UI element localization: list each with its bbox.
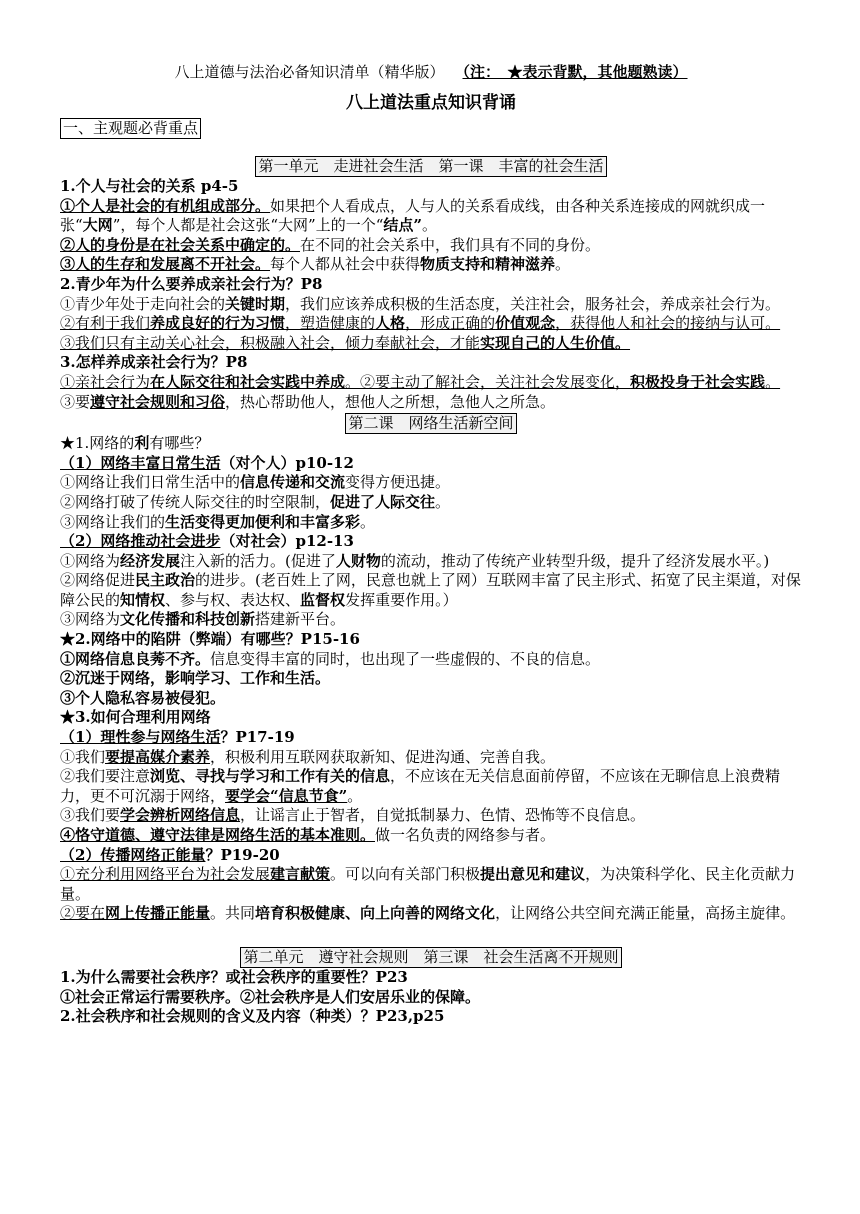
text: ①网络让我们日常生活中的	[60, 473, 241, 492]
text: 。	[347, 786, 363, 805]
text: 每个人都从社会中获得	[270, 255, 421, 274]
answer-line	[60, 373, 802, 393]
key-phrase: 养成良好的行为习惯	[150, 314, 286, 333]
text: 。	[422, 216, 438, 235]
text: ②有利于我们	[60, 314, 151, 333]
text: 的流动，推动了传统产业转型升级，提升了经济发展水平。)	[380, 551, 770, 570]
key-phrase: 人财物	[335, 551, 381, 570]
key-phrase: 民主政治	[135, 571, 196, 590]
answer-line	[60, 236, 802, 256]
key-phrase: 实现自己的人生价值。	[480, 333, 631, 352]
sub-heading	[60, 532, 802, 552]
answer-line	[60, 255, 802, 275]
answer-line	[60, 473, 802, 493]
text: ①亲社会行为	[60, 372, 151, 391]
key-phrase: 在人际交往和社会实践中养成	[150, 372, 346, 391]
text: ？P19-20	[205, 845, 280, 864]
key-phrase: 信息传递和交流	[240, 473, 346, 492]
text: ，形成正确的	[405, 314, 496, 333]
document-title: 八上道法重点知识背诵	[346, 93, 516, 113]
sub-heading	[60, 846, 802, 866]
answer-line	[60, 806, 802, 826]
header-note: （注： ★表示背默，其他题熟读）	[462, 63, 688, 81]
text: 做一名负责的网络参与者。	[375, 826, 556, 844]
question-title: 2.社会秩序和社会规则的含义及内容（种类）？P23,p25	[60, 1007, 445, 1026]
answer-line	[60, 513, 802, 533]
text: ，为决策科学化、民主化贡献力量。	[60, 865, 796, 903]
key-phrase: ②人的身份是在社会关系中确定的。	[60, 235, 301, 254]
text: 注入新的活力。(促进了	[180, 551, 336, 570]
text: （2）传播网络正能量	[60, 845, 206, 864]
key-phrase: 促进了人际交往	[330, 492, 436, 511]
text: ②要在	[60, 904, 106, 923]
text: （对社会）p12-13	[220, 532, 354, 551]
key-phrase: 经济发展	[120, 551, 181, 570]
text: 在不同的社会关系中，我们具有不同的身份。	[300, 235, 601, 254]
section-one-label: 一、主观题必背重点	[60, 118, 201, 139]
answer-line	[60, 334, 802, 354]
key-phrase: 文化传播和科技创新	[120, 610, 256, 629]
answer-line	[60, 650, 802, 670]
text: ③我们只有主动关心社会，积极融入社会，倾力奉献社会，才能	[60, 333, 481, 352]
text: ，塑造健康的	[285, 314, 376, 333]
unit1-heading-label: 第一单元 走进社会生活 第一课 丰富的社会生活	[255, 156, 606, 177]
key-phrase: 知情权	[120, 590, 166, 609]
key-phrase: 结点”	[383, 216, 423, 235]
text: ，我们应该养成积极的生活态度，关注社会，服务社会，养成亲社会行为。	[285, 294, 781, 313]
text: （2）网络推动社会进步	[60, 532, 221, 551]
key-phrase: ③人的生存和发展离不开社会。	[60, 255, 271, 274]
key-phrase: 监督权	[300, 590, 346, 609]
key-phrase: 利	[134, 434, 150, 453]
text: ”，每个人都是社会这张“大网”上的一个“	[112, 216, 384, 235]
text: ①网络为	[60, 551, 121, 570]
sub-heading	[60, 728, 802, 748]
answer-line	[60, 767, 802, 806]
unit2-heading	[60, 946, 802, 968]
text: ③我们要	[60, 806, 121, 825]
text: ②网络打破了传统人际交往的时空限制，	[60, 492, 331, 511]
question-title: 1.为什么需要社会秩序？或社会秩序的重要性？P23	[60, 967, 408, 986]
answer-line: ①社会正常运行需要秩序。②社会秩序是人们安居乐业的保障。	[60, 987, 481, 1006]
key-phrase: 生活变得更加便利和丰富多彩	[165, 512, 361, 531]
sub-heading	[60, 454, 802, 474]
text: ③网络为	[60, 610, 121, 629]
text: 的进步。(老百姓上了网，民意也就上了网）互联网丰富了民主形式、拓宽了民主渠道，对保障公民的	[60, 571, 801, 609]
text: ①我们	[60, 747, 106, 766]
key-phrase: 遵守社会规则和习俗	[90, 392, 226, 411]
question-title: 1.个人与社会的关系 p4-5	[60, 177, 239, 195]
answer-line	[60, 295, 802, 315]
text: 搭建新平台。	[255, 610, 346, 629]
answer-line	[60, 393, 802, 413]
text: ？P17-19	[220, 728, 295, 747]
question-title: ★2.网络中的陷阱（弊端）有哪些？P15-16	[60, 630, 360, 649]
lesson2-heading	[60, 412, 802, 434]
text: ，获得他人和社会的接纳与认可。	[555, 314, 781, 333]
text: 。②要主动了解社会，关注社会发展变化，	[345, 372, 631, 391]
key-phrase: 人格	[375, 314, 406, 333]
text: 、参与权、表达权、	[165, 590, 301, 609]
key-phrase: 建言献策	[270, 865, 331, 884]
answer-line	[60, 552, 802, 572]
key-phrase: 学会辨析网络信息	[120, 806, 241, 825]
key-phrase: 网上传播正能量	[105, 904, 211, 923]
text: （1）网络丰富日常生活	[60, 453, 221, 472]
text: ①充分利用网络平台为社会发展	[60, 865, 271, 884]
text: ★1.网络的	[60, 434, 135, 453]
text: ，不应该在无关信息面前停留，不应该在无聊信息上浪费精力，更不可沉溺于网络，	[60, 767, 781, 805]
question-title: ★3.如何合理利用网络	[60, 708, 211, 727]
text: 。共同	[210, 904, 256, 923]
text: ，让谣言止于智者，自觉抵制暴力、色情、恐怖等不良信息。	[240, 806, 646, 825]
unit1-heading	[60, 155, 802, 177]
lesson2-heading-label: 第二课 网络生活新空间	[345, 413, 516, 434]
key-phrase: 积极投身于社会实践	[630, 372, 766, 391]
answer-line	[60, 826, 802, 846]
text: 。	[555, 255, 571, 274]
text: ，积极利用互联网获取新知、促进沟通、完善自我。	[210, 747, 556, 766]
key-phrase: 价值观念	[495, 314, 556, 333]
text: 发挥重要作用。）	[345, 590, 458, 609]
text: ②我们要注意	[60, 767, 151, 786]
answer-line	[60, 314, 802, 334]
key-phrase: ④恪守道德、遵守法律是网络生活的基本准则。	[60, 826, 376, 844]
text: 如果把个人看成点，人与人的关系看成线，由各种关系连接成的网就织成一张“	[60, 196, 766, 235]
answer-line	[60, 493, 802, 513]
question-title: 2.青少年为什么要养成亲社会行为？P8	[60, 274, 323, 293]
question-title	[60, 434, 802, 454]
text: 。	[360, 512, 376, 531]
answer-line	[60, 748, 802, 768]
key-phrase: 浏览、寻找与学习和工作有关的信息	[150, 767, 391, 786]
key-phrase: 提出意见和建议	[480, 865, 586, 884]
answer-line	[60, 571, 802, 610]
text: ，热心帮助他人，想他人之所想，急他人之所急。	[225, 392, 556, 411]
key-phrase: 要学会“信息节食”	[225, 786, 348, 805]
answer-line	[60, 904, 802, 924]
text: ③网络让我们的	[60, 512, 166, 531]
text: 。	[435, 492, 451, 511]
question-title: 3.怎样养成亲社会行为？P8	[60, 353, 248, 372]
key-phrase: 关键时期	[225, 294, 286, 313]
text: ③要	[60, 392, 91, 411]
key-phrase: ①个人是社会的有机组成部分。	[60, 196, 271, 215]
text: 信息变得丰富的同时，也出现了一些虚假的、不良的信息。	[210, 649, 601, 668]
unit2-heading-label: 第二单元 遵守社会规则 第三课 社会生活离不开规则	[240, 947, 621, 968]
text: ，让网络公共空间充满正能量，高扬主旋律。	[495, 904, 796, 923]
answer-line: ③个人隐私容易被侵犯。	[60, 688, 226, 707]
answer-line	[60, 610, 802, 630]
text: ①青少年处于走向社会的	[60, 294, 226, 313]
doc-label: 八上道德与法治必备知识清单（精华版）	[174, 63, 445, 81]
answer-line	[60, 197, 802, 236]
section-heading	[60, 118, 802, 139]
answer-line	[60, 865, 802, 904]
text: ②网络促进	[60, 571, 136, 590]
key-phrase: ①网络信息良莠不齐。	[60, 649, 211, 668]
key-phrase: 物质支持和精神滋养	[420, 255, 556, 274]
text: 变得方便迅捷。	[345, 473, 451, 492]
key-phrase: 要提高媒介素养	[105, 747, 211, 766]
key-phrase: 培育积极健康、向上向善的网络文化	[255, 904, 496, 923]
text: 。	[765, 372, 781, 391]
text: 。可以向有关部门积极	[330, 865, 481, 884]
text: （1）理性参与网络生活	[60, 728, 221, 747]
key-phrase: 大网	[82, 216, 113, 235]
answer-line: ②沉迷于网络，影响学习、工作和生活。	[60, 669, 331, 688]
document-page	[60, 60, 802, 1027]
text: （对个人）p10-12	[220, 453, 354, 472]
text: 有哪些？	[149, 434, 210, 453]
page-header	[60, 60, 802, 84]
